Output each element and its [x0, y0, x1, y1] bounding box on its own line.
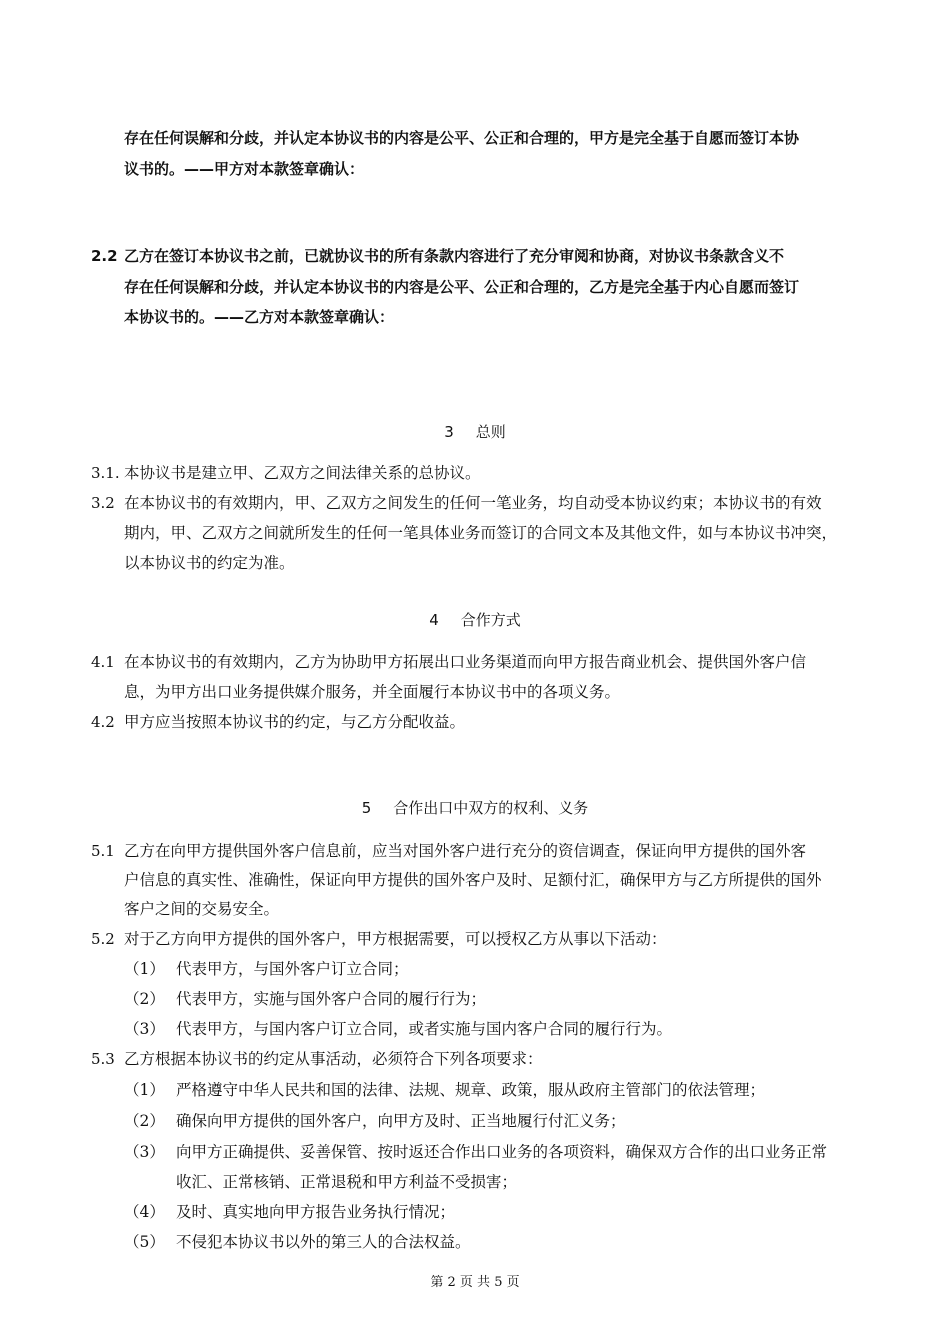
- paragraph-line: 息，为甲方出口业务提供媒介服务，并全面履行本协议书中的各项义务。: [124, 683, 621, 701]
- section-heading: [0, 609, 950, 631]
- clause-number: 2.2: [91, 247, 118, 265]
- clause-number: 5.1: [91, 842, 115, 860]
- list-item-text: 代表甲方，实施与国外客户合同的履行行为；: [176, 990, 487, 1008]
- paragraph-line: 存在任何误解和分歧，并认定本协议书的内容是公平、公正和合理的，甲方是完全基于自愿而签订本协: [124, 129, 800, 147]
- paragraph-line: 议书的。——甲方对本款签章确认：: [124, 160, 365, 178]
- paragraph-line: 甲方应当按照本协议书的约定，与乙方分配收益。: [124, 713, 466, 731]
- section-title: 合作出口中双方的权利、义务: [393, 799, 589, 817]
- paragraph-line: 存在任何误解和分歧，并认定本协议书的内容是公平、公正和合理的，乙方是完全基于内心自愿而签订: [124, 278, 800, 296]
- section-title: 合作方式: [460, 611, 521, 629]
- list-item-text: 代表甲方，与国内客户订立合同，或者实施与国内客户合同的履行行为。: [176, 1020, 673, 1038]
- clause-number: 5.3: [91, 1050, 115, 1068]
- paragraph-line: 乙方根据本协议书的约定从事活动，必须符合下列各项要求：: [124, 1050, 543, 1068]
- clause-number: 4.1: [91, 653, 115, 671]
- list-item-text: 代表甲方，与国外客户订立合同；: [176, 960, 409, 978]
- paragraph-line: 客户之间的交易安全。: [124, 900, 280, 918]
- section-title: 总则: [475, 423, 506, 441]
- paragraph-line: 对于乙方向甲方提供的国外客户，甲方根据需要，可以授权乙方从事以下活动：: [124, 930, 667, 948]
- section-number: 4: [429, 611, 439, 629]
- list-marker: （2）: [124, 1112, 165, 1130]
- paragraph-line: 户信息的真实性、准确性，保证向甲方提供的国外客户及时、足额付汇，确保甲方与乙方所提供的国外: [124, 871, 822, 889]
- paragraph-line: 在本协议书的有效期内，乙方为协助甲方拓展出口业务渠道而向甲方报告商业机会、提供国外客户信: [124, 653, 807, 671]
- list-item-text: 不侵犯本协议书以外的第三人的合法权益。: [176, 1233, 471, 1251]
- clause-number: 3.1.: [91, 464, 120, 482]
- list-marker: （2）: [124, 990, 165, 1008]
- paragraph-line: 期内，甲、乙双方之间就所发生的任何一笔具体业务而签订的合同文本及其他文件，如与本协议书冲突，: [124, 524, 838, 542]
- list-marker: （1）: [124, 1081, 165, 1099]
- paragraph-line: 乙方在向甲方提供国外客户信息前，应当对国外客户进行充分的资信调查，保证向甲方提供的国外客: [124, 842, 807, 860]
- section-number: 5: [361, 799, 372, 817]
- clause-number: 4.2: [91, 713, 115, 731]
- list-marker: （3）: [124, 1020, 165, 1038]
- list-item-text: 确保向甲方提供的国外客户，向甲方及时、正当地履行付汇义务；: [176, 1112, 626, 1130]
- section-heading: [0, 421, 950, 443]
- section-number: 3: [444, 423, 454, 441]
- section-heading: [0, 797, 950, 819]
- list-item-continuation: 收汇、正常核销、正常退税和甲方利益不受损害；: [176, 1173, 518, 1191]
- paragraph-line: 在本协议书的有效期内，甲、乙双方之间发生的任何一笔业务，均自动受本协议约束；本协议书的有效: [124, 494, 822, 512]
- list-item-text: 严格遵守中华人民共和国的法律、法规、规章、政策，服从政府主管部门的依法管理；: [176, 1081, 766, 1099]
- page-number-footer: 第 2 页 共 5 页: [430, 1275, 520, 1290]
- clause-number: 3.2: [91, 494, 115, 512]
- list-marker: （1）: [124, 960, 165, 978]
- paragraph-line: 本协议书的。——乙方对本款签章确认：: [124, 308, 395, 326]
- list-marker: （4）: [124, 1203, 165, 1221]
- list-item-text: 及时、真实地向甲方报告业务执行情况；: [176, 1203, 456, 1221]
- list-item-text: 向甲方正确提供、妥善保管、按时返还合作出口业务的各项资料，确保双方合作的出口业务正常: [176, 1143, 828, 1161]
- clause-number: 5.2: [91, 930, 115, 948]
- paragraph-line: 本协议书是建立甲、乙双方之间法律关系的总协议。: [124, 464, 481, 482]
- list-marker: （3）: [124, 1143, 165, 1161]
- paragraph-line: 乙方在签订本协议书之前，已就协议书的所有条款内容进行了充分审阅和协商，对协议书条款含义不: [124, 247, 785, 265]
- paragraph-line: 以本协议书的约定为准。: [124, 554, 295, 572]
- list-marker: （5）: [124, 1233, 165, 1251]
